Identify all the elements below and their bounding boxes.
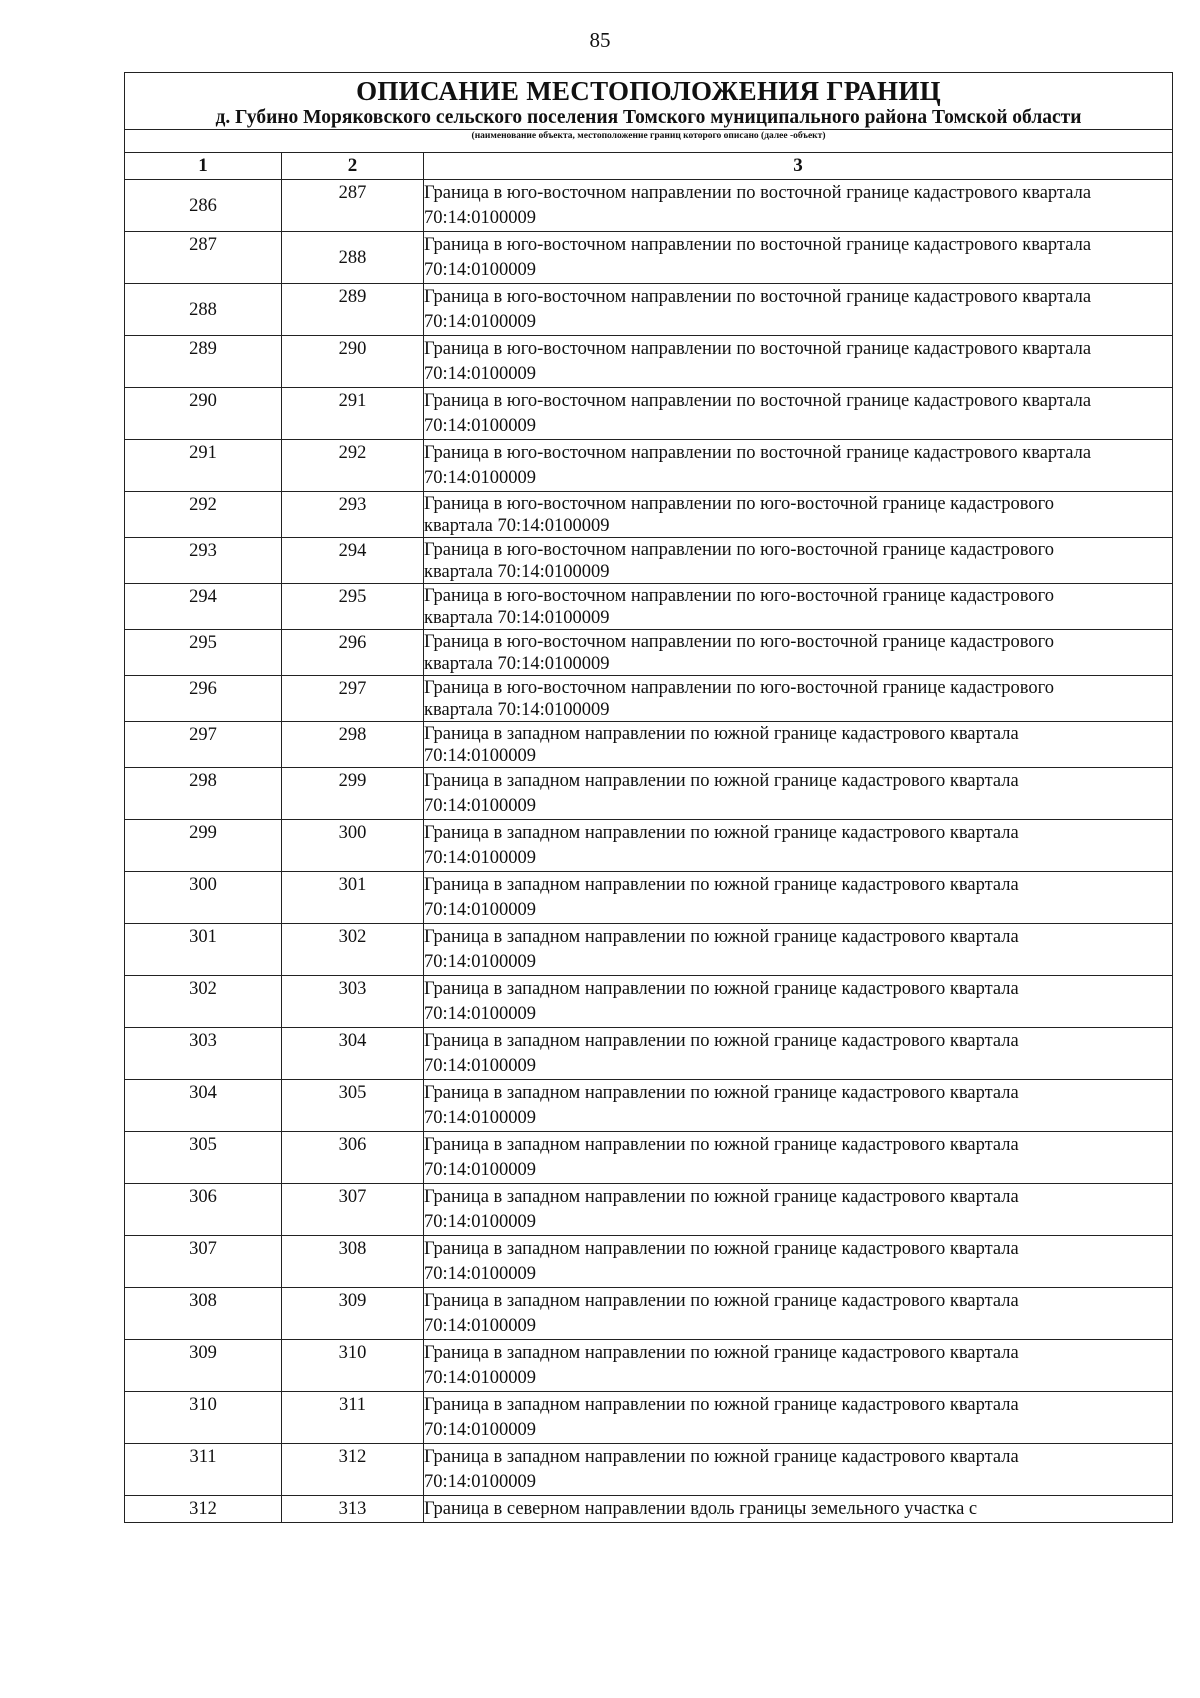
description-line: Граница в западном направлении по южной границе кадастрового квартала: [424, 979, 1019, 999]
table-row: [125, 1132, 1173, 1184]
point-to-cell: [282, 924, 424, 976]
point-from-cell: [125, 1392, 282, 1444]
point-from-cell: [125, 1496, 282, 1523]
point-to: 289: [338, 287, 367, 307]
description-cell: [424, 1184, 1173, 1236]
point-from: 288: [189, 300, 217, 320]
point-from-cell: [125, 722, 282, 768]
description-text: [424, 676, 1172, 721]
point-to: 290: [338, 339, 367, 359]
description-cell: [424, 538, 1173, 584]
point-to: 305: [338, 1083, 367, 1103]
description-line: 70:14:0100009: [424, 312, 537, 332]
point-from: 296: [189, 679, 217, 699]
point-from-cell: [125, 1444, 282, 1496]
description-line: Граница в западном направлении по южной границе кадастрового квартала: [424, 875, 1019, 895]
description-line: 70:14:0100009: [424, 1004, 537, 1024]
point-from: 304: [189, 1083, 217, 1103]
description-line: Граница в западном направлении по южной границе кадастрового квартала: [424, 927, 1019, 947]
point-from: 300: [189, 875, 217, 895]
description-cell: [424, 180, 1173, 232]
point-from: 286: [189, 196, 217, 216]
table-row: [125, 1184, 1173, 1236]
point-to-cell: [282, 1184, 424, 1236]
point-to: 299: [338, 771, 367, 791]
point-to: 311: [338, 1395, 367, 1415]
point-from: 307: [189, 1239, 217, 1259]
document-title: ОПИСАНИЕ МЕСТОПОЛОЖЕНИЯ ГРАНИЦ: [356, 76, 941, 106]
point-to-cell: [282, 1288, 424, 1340]
point-from: 301: [189, 927, 217, 947]
table-row: [125, 180, 1173, 232]
table-row: [125, 584, 1173, 630]
point-from-cell: [125, 1132, 282, 1184]
point-to: 309: [338, 1291, 367, 1311]
point-to-cell: [282, 388, 424, 440]
point-from: 305: [189, 1135, 217, 1155]
table-row: [125, 676, 1173, 722]
description-cell: [424, 1444, 1173, 1496]
point-from: 295: [189, 633, 217, 653]
point-to-cell: [282, 820, 424, 872]
point-to: 303: [338, 979, 367, 999]
boundary-description-table: [124, 72, 1173, 1523]
description-text: [424, 180, 1172, 231]
point-to-cell: [282, 976, 424, 1028]
point-from: 289: [189, 339, 217, 359]
description-text: [424, 1132, 1172, 1183]
point-to: 308: [338, 1239, 367, 1259]
table-row: [125, 1496, 1173, 1523]
point-to-cell: [282, 284, 424, 336]
point-from: 294: [189, 587, 217, 607]
point-from-cell: [125, 976, 282, 1028]
point-to-cell: [282, 1444, 424, 1496]
point-to-cell: [282, 1340, 424, 1392]
point-to-cell: [282, 722, 424, 768]
point-from-cell: [125, 336, 282, 388]
point-to-cell: [282, 1132, 424, 1184]
caption-row: [125, 130, 1173, 153]
point-from: 293: [189, 541, 217, 561]
point-to: 307: [338, 1187, 367, 1207]
description-text: [424, 284, 1172, 335]
table-row: [125, 1340, 1173, 1392]
point-to-cell: [282, 492, 424, 538]
point-to-cell: [282, 1392, 424, 1444]
description-line: 70:14:0100009: [424, 952, 537, 972]
description-line: 70:14:0100009: [424, 796, 537, 816]
description-line: 70:14:0100009: [424, 416, 537, 436]
description-line: 70:14:0100009: [424, 1316, 537, 1336]
point-from: 306: [189, 1187, 217, 1207]
point-from-cell: [125, 232, 282, 284]
description-text: [424, 232, 1172, 283]
description-line: Граница в западном направлении по южной границе кадастрового квартала: [424, 1031, 1019, 1051]
point-to: 300: [338, 823, 367, 843]
description-line: Граница в западном направлении по южной границе кадастрового квартала: [424, 771, 1019, 791]
description-line: 70:14:0100009: [424, 1368, 537, 1388]
description-cell: [424, 1028, 1173, 1080]
point-from-cell: [125, 1184, 282, 1236]
description-cell: [424, 924, 1173, 976]
header-cell: [125, 73, 1173, 130]
description-line: квартала 70:14:0100009: [424, 654, 610, 674]
point-to: 296: [338, 633, 367, 653]
description-cell: [424, 232, 1173, 284]
point-from: 310: [189, 1395, 217, 1415]
description-text: [424, 630, 1172, 675]
description-line: Граница в юго-восточном направлении по юго-восточной границе кадастрового: [424, 632, 1054, 652]
point-to-cell: [282, 336, 424, 388]
description-cell: [424, 1132, 1173, 1184]
point-to-cell: [282, 1236, 424, 1288]
table-row: [125, 1392, 1173, 1444]
description-cell: [424, 768, 1173, 820]
description-text: [424, 872, 1172, 923]
point-from: 292: [189, 495, 217, 515]
description-cell: [424, 440, 1173, 492]
description-line: 70:14:0100009: [424, 260, 537, 280]
point-to: 313: [338, 1499, 367, 1519]
description-text: [424, 1392, 1172, 1443]
point-to: 306: [338, 1135, 367, 1155]
description-cell: [424, 1392, 1173, 1444]
table-row: [125, 768, 1173, 820]
table-row: [125, 1080, 1173, 1132]
description-line: Граница в западном направлении по южной границе кадастрового квартала: [424, 1395, 1019, 1415]
point-to: 295: [338, 587, 367, 607]
point-from-cell: [125, 1288, 282, 1340]
description-line: Граница в западном направлении по южной границе кадастрового квартала: [424, 1291, 1019, 1311]
description-line: Граница в юго-восточном направлении по восточной границе кадастрового квартала: [424, 183, 1092, 203]
description-line: 70:14:0100009: [424, 1160, 537, 1180]
point-from: 302: [189, 979, 217, 999]
point-from: 312: [189, 1499, 217, 1519]
point-from: 298: [189, 771, 217, 791]
description-line: Граница в юго-восточном направлении по юго-восточной границе кадастрового: [424, 678, 1054, 698]
description-line: Граница в юго-восточном направлении по юго-восточной границе кадастрового: [424, 540, 1054, 560]
point-from: 303: [189, 1031, 217, 1051]
point-from-cell: [125, 538, 282, 584]
description-text: [424, 388, 1172, 439]
column-header-3: 3: [424, 153, 1173, 180]
point-from: 309: [189, 1343, 217, 1363]
table-row: [125, 820, 1173, 872]
description-text: [424, 1444, 1172, 1495]
point-from: 297: [189, 725, 217, 745]
description-line: Граница в юго-восточном направлении по восточной границе кадастрового квартала: [424, 235, 1092, 255]
point-to-cell: [282, 872, 424, 924]
table-row: [125, 1028, 1173, 1080]
description-line: 70:14:0100009: [424, 848, 537, 868]
description-text: [424, 1184, 1172, 1235]
description-line: Граница в юго-восточном направлении по юго-восточной границе кадастрового: [424, 586, 1054, 606]
caption-cell: [125, 130, 1173, 153]
description-cell: [424, 630, 1173, 676]
table-row: [125, 538, 1173, 584]
object-caption: (наименование объекта, местоположение границ которого описано (далее -объект): [471, 131, 826, 141]
point-from-cell: [125, 768, 282, 820]
point-to-cell: [282, 232, 424, 284]
description-cell: [424, 872, 1173, 924]
point-to-cell: [282, 584, 424, 630]
table-row: [125, 924, 1173, 976]
point-from-cell: [125, 924, 282, 976]
description-cell: [424, 820, 1173, 872]
description-cell: [424, 1340, 1173, 1392]
table-row: [125, 440, 1173, 492]
description-cell: [424, 1236, 1173, 1288]
description-text: [424, 820, 1172, 871]
description-text: [424, 336, 1172, 387]
description-cell: [424, 492, 1173, 538]
description-cell: [424, 1496, 1173, 1523]
description-text: [424, 722, 1172, 767]
point-to-cell: [282, 538, 424, 584]
description-line: Граница в юго-восточном направлении по восточной границе кадастрового квартала: [424, 287, 1092, 307]
description-text: [424, 1340, 1172, 1391]
description-line: 70:14:0100009: [424, 746, 537, 766]
point-from: 290: [189, 391, 217, 411]
point-to: 302: [338, 927, 367, 947]
point-from-cell: [125, 180, 282, 232]
page-number: 85: [589, 28, 611, 52]
description-text: [424, 538, 1172, 583]
description-line: 70:14:0100009: [424, 1056, 537, 1076]
description-cell: [424, 1288, 1173, 1340]
description-text: [424, 1288, 1172, 1339]
table-row: [125, 1288, 1173, 1340]
table-row: [125, 232, 1173, 284]
table-row: [125, 336, 1173, 388]
description-cell: [424, 284, 1173, 336]
point-from: 299: [189, 823, 217, 843]
point-to-cell: [282, 676, 424, 722]
description-line: 70:14:0100009: [424, 364, 537, 384]
description-line: 70:14:0100009: [424, 900, 537, 920]
point-to: 291: [338, 391, 367, 411]
table-row: [125, 284, 1173, 336]
description-text: [424, 924, 1172, 975]
point-to: 297: [338, 679, 367, 699]
description-line: Граница в западном направлении по южной границе кадастрового квартала: [424, 1343, 1019, 1363]
table-row: [125, 1236, 1173, 1288]
point-to: 298: [338, 725, 367, 745]
description-line: Граница в юго-восточном направлении по восточной границе кадастрового квартала: [424, 391, 1092, 411]
description-line: Граница в западном направлении по южной границе кадастрового квартала: [424, 1187, 1019, 1207]
point-to: 293: [338, 495, 367, 515]
table-row: [125, 492, 1173, 538]
point-from-cell: [125, 492, 282, 538]
point-from-cell: [125, 388, 282, 440]
point-to-cell: [282, 1080, 424, 1132]
table-row: [125, 1444, 1173, 1496]
point-from-cell: [125, 1028, 282, 1080]
table-row: [125, 388, 1173, 440]
description-line: Граница в северном направлении вдоль границы земельного участка с: [424, 1499, 978, 1519]
description-line: квартала 70:14:0100009: [424, 608, 610, 628]
description-line: Граница в юго-восточном направлении по восточной границе кадастрового квартала: [424, 339, 1092, 359]
point-from-cell: [125, 872, 282, 924]
point-from: 308: [189, 1291, 217, 1311]
description-text: [424, 1236, 1172, 1287]
point-to-cell: [282, 440, 424, 492]
description-line: 70:14:0100009: [424, 1420, 537, 1440]
point-from-cell: [125, 440, 282, 492]
description-line: квартала 70:14:0100009: [424, 562, 610, 582]
point-from-cell: [125, 820, 282, 872]
description-line: Граница в западном направлении по южной границе кадастрового квартала: [424, 1135, 1019, 1155]
description-text: [424, 1080, 1172, 1131]
column-header-row: [125, 153, 1173, 180]
header-row: [125, 73, 1173, 130]
description-text: [424, 768, 1172, 819]
point-to: 288: [338, 248, 367, 268]
description-line: Граница в западном направлении по южной границе кадастрового квартала: [424, 1083, 1019, 1103]
point-from: 291: [189, 443, 217, 463]
column-header-1: 1: [125, 153, 282, 180]
description-text: [424, 584, 1172, 629]
description-text: [424, 1028, 1172, 1079]
description-line: 70:14:0100009: [424, 1108, 537, 1128]
description-line: 70:14:0100009: [424, 1264, 537, 1284]
description-line: квартала 70:14:0100009: [424, 700, 610, 720]
point-from: 311: [189, 1447, 217, 1467]
column-header-2: 2: [282, 153, 424, 180]
point-to: 287: [338, 183, 367, 203]
description-line: Граница в западном направлении по южной границе кадастрового квартала: [424, 724, 1019, 744]
point-to: 301: [338, 875, 367, 895]
description-line: 70:14:0100009: [424, 208, 537, 228]
point-from: 287: [189, 235, 217, 255]
description-cell: [424, 336, 1173, 388]
point-to-cell: [282, 768, 424, 820]
description-line: Граница в юго-восточном направлении по восточной границе кадастрового квартала: [424, 443, 1092, 463]
description-line: Граница в западном направлении по южной границе кадастрового квартала: [424, 823, 1019, 843]
description-cell: [424, 388, 1173, 440]
point-to: 294: [338, 541, 367, 561]
description-cell: [424, 676, 1173, 722]
description-text: [424, 440, 1172, 491]
description-line: Граница в юго-восточном направлении по юго-восточной границе кадастрового: [424, 494, 1054, 514]
description-cell: [424, 1080, 1173, 1132]
document-subtitle: д. Губино Моряковского сельского поселения Томского муниципального района Томской области: [215, 107, 1082, 128]
description-line: 70:14:0100009: [424, 1472, 537, 1492]
point-from-cell: [125, 284, 282, 336]
point-from-cell: [125, 1080, 282, 1132]
description-line: 70:14:0100009: [424, 468, 537, 488]
point-to: 292: [338, 443, 367, 463]
description-line: Граница в западном направлении по южной границе кадастрового квартала: [424, 1239, 1019, 1259]
description-cell: [424, 584, 1173, 630]
point-from-cell: [125, 1236, 282, 1288]
point-from-cell: [125, 584, 282, 630]
point-from-cell: [125, 676, 282, 722]
description-text: [424, 492, 1172, 537]
description-cell: [424, 722, 1173, 768]
point-to-cell: [282, 1496, 424, 1523]
table-row: [125, 976, 1173, 1028]
table-row: [125, 872, 1173, 924]
point-from-cell: [125, 1340, 282, 1392]
point-to: 304: [338, 1031, 367, 1051]
point-to-cell: [282, 180, 424, 232]
point-to-cell: [282, 1028, 424, 1080]
description-line: 70:14:0100009: [424, 1212, 537, 1232]
description-text: [424, 976, 1172, 1027]
point-to: 312: [338, 1447, 367, 1467]
description-cell: [424, 976, 1173, 1028]
description-line: Граница в западном направлении по южной границе кадастрового квартала: [424, 1447, 1019, 1467]
table-row: [125, 630, 1173, 676]
point-from-cell: [125, 630, 282, 676]
point-to: 310: [338, 1343, 367, 1363]
description-text: [424, 1496, 1172, 1522]
point-to-cell: [282, 630, 424, 676]
description-line: квартала 70:14:0100009: [424, 516, 610, 536]
table-row: [125, 722, 1173, 768]
